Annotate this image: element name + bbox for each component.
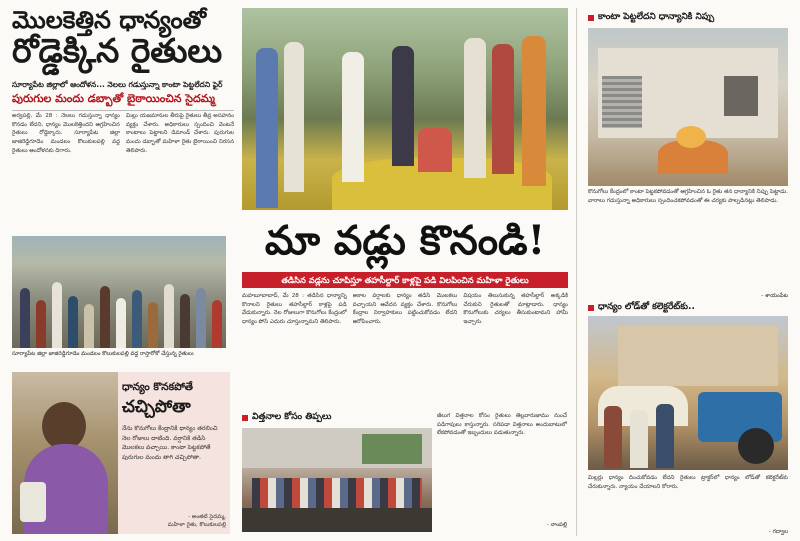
seeds-section-head	[242, 412, 331, 424]
section-marker-icon	[588, 305, 594, 311]
main-headline: మా వడ్లు కొనండి!	[264, 217, 546, 264]
tractor-sign: - గద్వాల	[768, 529, 788, 535]
protest-crowd-caption: సూర్యాపేట జిల్లా జాజిరెడ్డిగూడెం మండలం కొలుకులపల్లి వద్ద రాస్తారోకో చేస్తున్న రైతులు	[12, 351, 194, 357]
woman-farmer-photo	[12, 372, 118, 534]
lead-body-col2: మిల్లు యజమానుల తీరుపై రైతులు తీవ్ర అసహనం వ్యక్తం చేశారు. అధికారులు స్పందించి వెంటనే కాంటాలు పెట్టాలని డిమాండ్ చేశారు. పురుగుల మందు డబ్బాతో మహిళా రైతు బైఠాయించి నిరసన తెలిపారు.	[126, 113, 234, 154]
main-body-col1: మహబూబాబాద్, మే 28 : తడిసిన ధాన్యాన్ని కొనాలని రైతులు తహసీల్దార్ కాళ్లపై పడి వేడుకున్నారు. నెల రోజులుగా కొనుగోలు కేంద్రంలో ధాన్యం పోసి ఎదురు చూస్తున్నామని తెలిపారు.	[242, 293, 347, 325]
burning-grain-photo	[588, 28, 788, 186]
lead-headline-line1: మొలకెత్తిన ధాన్యంతో	[12, 5, 207, 34]
seeds-section-title: విత్తనాల కోసం తిప్పలు	[252, 412, 332, 422]
lead-headline	[12, 5, 230, 70]
main-body-col2: అకాల వర్షాలకు ధాన్యం తడిసి మొలకలు వచ్చాయని ఆవేదన వ్యక్తం చేశారు. కొనుగోలు కేంద్రాల నిర్వాహకులు పట్టించుకోవడం లేదని ఆరోపించారు.	[352, 293, 458, 325]
main-body	[242, 292, 568, 406]
tractor-section-title: ధాన్యం లోడ్‌తో కలెక్టరేట్‌కు..	[598, 302, 695, 312]
quote-title-line2: చచ్చిపోతా	[122, 397, 191, 417]
seeds-body: జీలుగ విత్తనాల కోసం రైతులు తెల్లవారుజాము నుంచే పడిగాపులు కాస్తున్నారు. సరిపడా విత్తనాలు అందుబాటులో లేకపోవడంతో ఇబ్బందులు పడుతున్నారు.	[437, 413, 567, 437]
tractor-collectorate-photo	[588, 316, 788, 470]
protest-crowd-photo	[12, 236, 226, 348]
fire-section-title: కాంటా పెట్టలేదని ధాన్యానికి నిప్పు	[598, 12, 715, 22]
quote-attribution-name: - అంతటి సైదమ్మ,	[188, 514, 226, 520]
lead-body	[12, 112, 234, 230]
farmers-field-photo	[242, 8, 568, 210]
quote-attribution-place: మహిళా రైతు, కొలుకులపల్లి	[167, 521, 226, 528]
lead-headline-line2: రోడ్డెక్కిన రైతులు	[12, 31, 223, 70]
section-marker-icon	[588, 15, 594, 21]
seeds-byline: - నాంపల్లి	[546, 522, 567, 528]
fire-body: కొనుగోలు కేంద్రంలో కాంటా పెట్టకపోవడంతో ఆగ్రహించిన ఓ రైతు తన ధాన్యానికి నిప్పు పెట్టాడు. వారాలు గడుస్తున్నా అధికారులు స్పందించకపోవడంతో ఈ చర్యకు పాల్పడినట్లు తెలిపాడు.	[588, 189, 788, 204]
lead-subhead: పురుగుల మందు డబ్బాతో బైఠాయించిన సైదమ్మ	[12, 92, 234, 111]
quote-attribution	[122, 514, 226, 529]
tractor-body: మిల్లర్లు ధాన్యం దించుకోవడం లేదని రైతులు ట్రాక్టర్‌లో ధాన్యం లోడ్‌తో కలెక్టరేట్‌కు చేరుకున్నారు. న్యాయం చేయాలని కోరారు.	[588, 475, 788, 490]
seeds-queue-photo	[242, 428, 432, 532]
lead-body-col1: అర్వపల్లి, మే 28 : నెలలు గడుస్తున్నా ధాన్యం కొనడం లేదని, ధాన్యం మొలకెత్తిందని ఆగ్రహించిన రైతులు రోడ్డెక్కారు. సూర్యాపేట జిల్లా జాజిరెడ్డిగూడెం మండలం కొలుకులపల్లి వద్ద రైతులు ఆందోళనకు దిగారు.	[12, 113, 120, 154]
quote-box	[12, 372, 230, 534]
main-body-col3: విషయం తెలుసుకున్న తహసీల్దార్ అక్కడికి చేరుకుని రైతులతో మాట్లాడారు. ధాన్యం కొనుగోలుకు చర్యలు తీసుకుంటామని హామీ ఇచ్చారు.	[463, 293, 569, 325]
tractor-section-head	[588, 302, 695, 314]
main-banner: తడిసిన వడ్లను చూపిస్తూ తహసీల్దార్ కాళ్లపై పడి విలపించిన మహిళా రైతులు	[242, 272, 568, 288]
section-marker-icon	[242, 415, 248, 421]
fire-sign: - శాయంపేట	[761, 293, 788, 299]
fire-section-head	[588, 12, 714, 24]
quote-title-line1: ధాన్యం కొనకపోతే	[122, 381, 193, 393]
quote-body: నేను కొనుగోలు కేంద్రానికి ధాన్యం తరలించి నెల రోజులు దాటింది. వర్షానికి తడిసి మొలకలు వచ్చాయి. కాంటా పెట్టకపోతే పురుగుల మందు తాగి చచ్చిపోతా.	[122, 425, 218, 461]
column-divider	[576, 8, 577, 536]
lead-kicker: సూర్యాపేట జిల్లాలో ఆందోళన... నెలలు గడుస్తున్నా కాంటా పెట్టలేదని ఫైర్	[12, 80, 223, 89]
